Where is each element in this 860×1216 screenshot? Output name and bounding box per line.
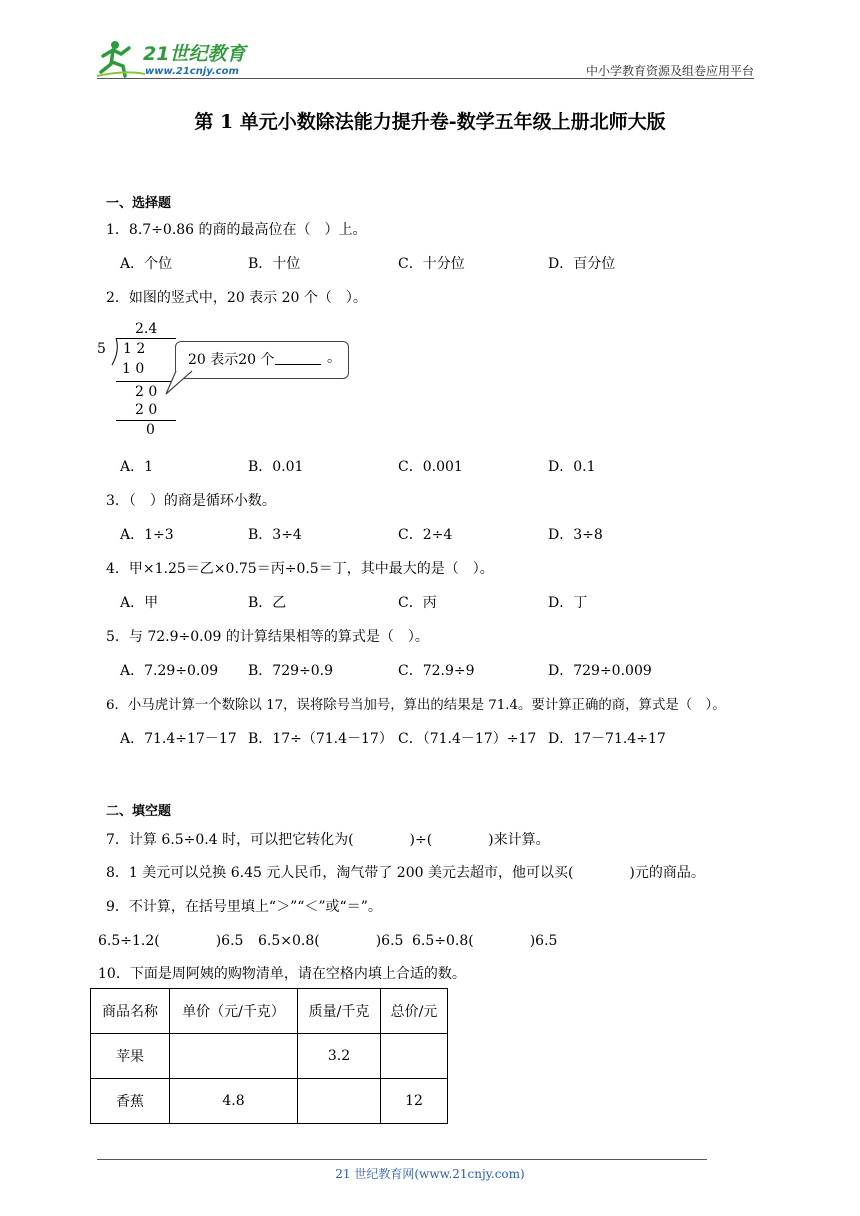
division-bracket-curve [110, 337, 120, 367]
division-bracket-top [116, 338, 176, 339]
question-6-option-b: B．17÷（71.4－17） [248, 731, 393, 747]
table-cell-blank[interactable] [381, 1034, 448, 1079]
division-quotient: 2.4 [135, 321, 158, 337]
question-1-option-a: A．个位 [120, 256, 173, 272]
question-1-option-b: B．十位 [248, 256, 301, 272]
question-10-stem: 10．下面是周阿姨的购物清单，请在空格内填上合适的数。 [98, 966, 466, 982]
table-cell: 香蕉 [91, 1079, 170, 1124]
question-6-option-a: A．71.4÷17－17 [120, 731, 237, 747]
table-row [91, 1079, 448, 1124]
table-cell-blank[interactable] [298, 1079, 381, 1124]
section-heading-choice: 一、选择题 [106, 196, 172, 211]
header-divider [97, 78, 754, 79]
question-5-option-c: C．72.9÷9 [398, 663, 475, 679]
table-header-cell: 质量/千克 [298, 989, 381, 1034]
division-step-2: 2 0 [135, 384, 158, 400]
table-cell: 12 [381, 1079, 448, 1124]
question-4-option-d: D．丁 [548, 595, 588, 611]
site-logo [95, 36, 265, 80]
question-1-option-c: C．十分位 [398, 256, 465, 272]
question-4-stem: 4．甲×1.25＝乙×0.75＝丙÷0.5＝丁，其中最大的是（ ）。 [106, 561, 494, 577]
question-5-stem: 5．与 72.9÷0.09 的计算结果相等的算式是（ ）。 [106, 629, 429, 645]
table-cell: 4.8 [170, 1079, 298, 1124]
question-9-item-2: 6.5×0.8( )6.5 [258, 933, 404, 949]
question-3-option-d: D．3÷8 [548, 527, 603, 543]
table-cell: 苹果 [91, 1034, 170, 1079]
table-header-cell: 商品名称 [91, 989, 170, 1034]
question-8: 8．1 美元可以兑换 6.45 元人民币，淘气带了 200 美元去超市，他可以买( )元的商品。 [106, 865, 705, 881]
question-2-stem: 2．如图的竖式中，20 表示 20 个（ ）。 [106, 290, 367, 306]
shopping-list-table [90, 988, 448, 1124]
division-divisor: 5 [97, 341, 106, 357]
question-6-stem: 6．小马虎计算一个数除以 17，误将除号当加号，算出的结果是 71.4。要计算正确的商，算式是（ ）。 [106, 698, 726, 713]
question-9-item-1: 6.5÷1.2( )6.5 [98, 933, 244, 949]
callout-pointer [164, 370, 194, 396]
footer-link[interactable]: 21 世纪教育网(www.21cnjy.com) [335, 1167, 525, 1181]
question-6-option-d: D．17－71.4÷17 [548, 731, 666, 747]
question-9-item-3: 6.5÷0.8( )6.5 [412, 933, 558, 949]
question-4-option-b: B．乙 [248, 595, 287, 611]
footer-divider [97, 1159, 707, 1160]
question-7: 7．计算 6.5÷0.4 时，可以把它转化为( )÷( )来计算。 [106, 832, 550, 848]
question-2-option-d: D．0.1 [548, 459, 596, 475]
division-dividend: 1 2 [123, 341, 146, 357]
question-5-option-d: D．729÷0.009 [548, 663, 652, 679]
question-9-stem: 9．不计算，在括号里填上“＞”“＜”或“＝”。 [106, 899, 382, 915]
runner-icon [97, 41, 145, 76]
callout-blank [275, 364, 321, 365]
table-row [91, 1034, 448, 1079]
callout-text: 20 表示20 个 [188, 352, 275, 368]
question-1-option-d: D．百分位 [548, 256, 616, 272]
table-header-row [91, 989, 448, 1034]
logo-main-text: 21世纪教育 [143, 43, 246, 65]
table-header-cell: 单价（元/千克） [170, 989, 298, 1034]
question-1-stem: 1．8.7÷0.86 的商的最高位在（ ）上。 [106, 222, 367, 238]
table-header-cell: 总价/元 [381, 989, 448, 1034]
table-cell-blank[interactable] [170, 1034, 298, 1079]
page-title: 第 1 单元小数除法能力提升卷-数学五年级上册北师大版 [194, 111, 666, 133]
division-step-3: 2 0 [135, 402, 158, 418]
section-heading-fill: 二、填空题 [106, 804, 172, 819]
table-cell: 3.2 [298, 1034, 381, 1079]
question-5-option-a: A．7.29÷0.09 [120, 663, 219, 679]
division-step-1: 1 0 [122, 361, 145, 377]
question-3-option-b: B．3÷4 [248, 527, 302, 543]
question-5-option-b: B．729÷0.9 [248, 663, 334, 679]
logo-url-text: www.21cnjy.com [145, 66, 239, 77]
question-4-option-a: A．甲 [120, 595, 159, 611]
header-tagline: 中小学教育资源及组卷应用平台 [585, 64, 754, 78]
question-6-option-c: C．（71.4－17）÷17 [398, 731, 537, 747]
question-2-option-a: A．1 [120, 459, 154, 475]
callout-period: 。 [327, 350, 341, 366]
question-3-option-a: A．1÷3 [120, 527, 174, 543]
question-2-option-b: B．0.01 [248, 459, 304, 475]
division-line-2 [116, 420, 176, 421]
question-2-option-c: C．0.001 [398, 459, 463, 475]
question-3-option-c: C．2÷4 [398, 527, 453, 543]
question-3-stem: 3．（ ）的商是循环小数。 [106, 493, 276, 509]
division-remainder: 0 [146, 422, 155, 438]
question-4-option-c: C．丙 [398, 595, 437, 611]
